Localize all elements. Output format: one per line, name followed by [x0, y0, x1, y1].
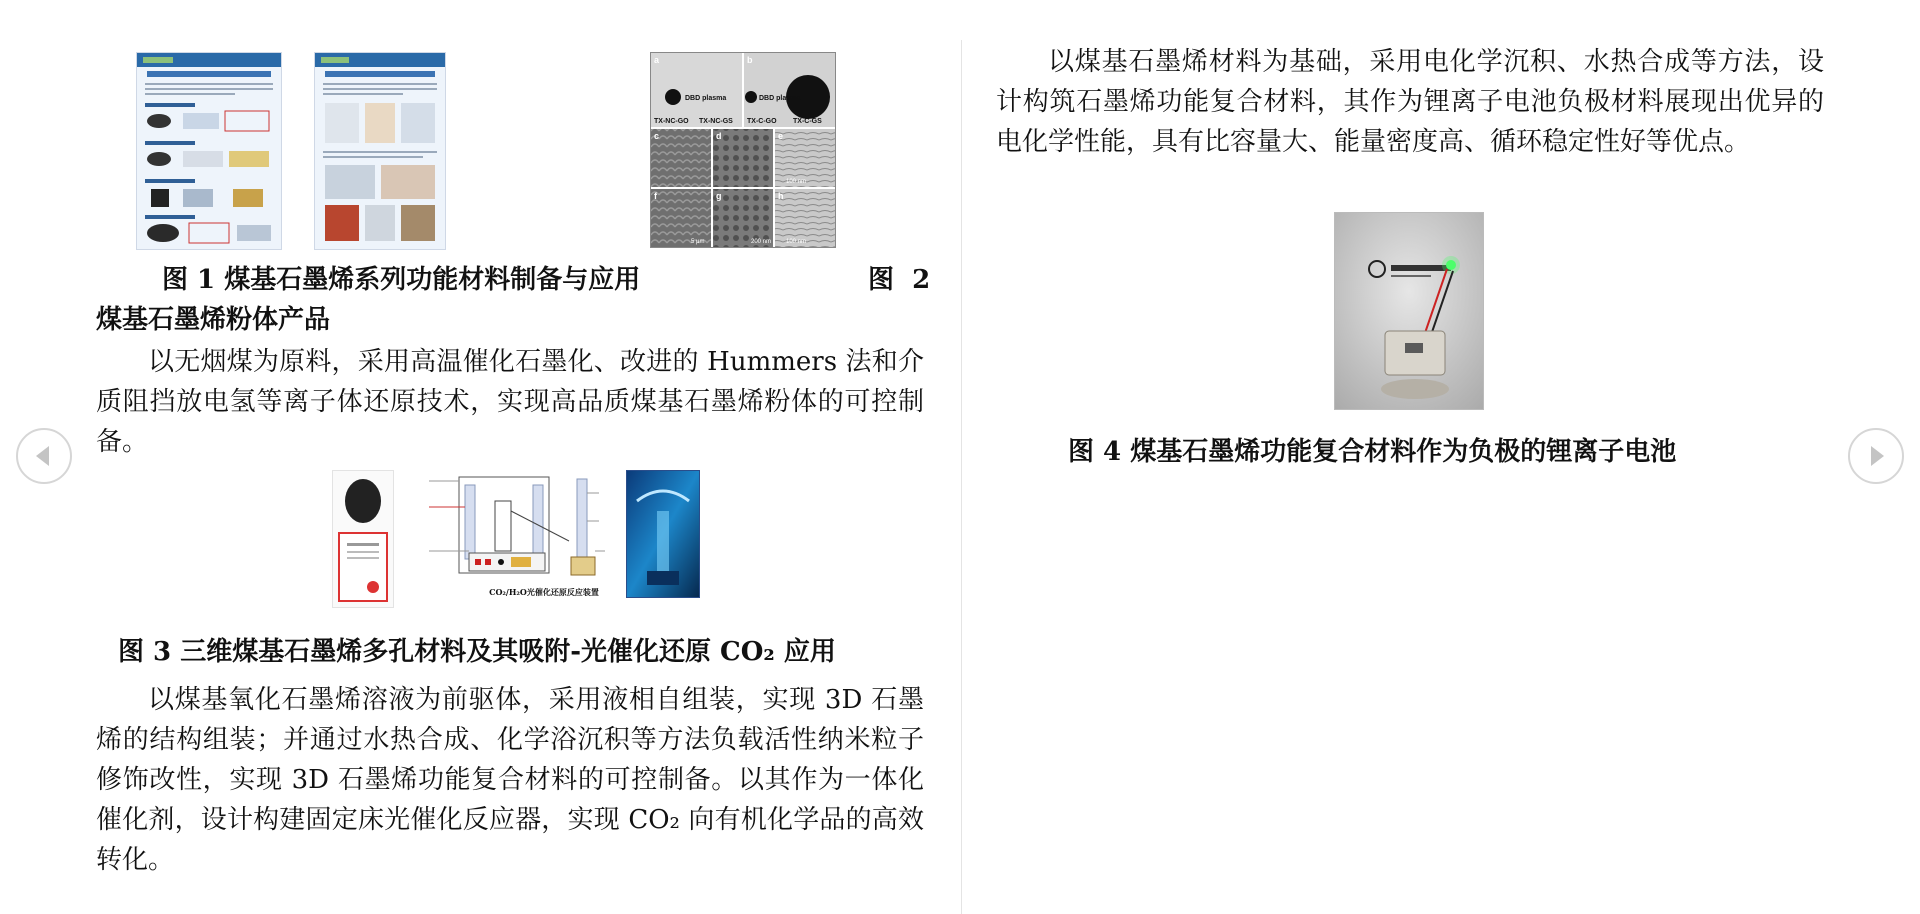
- figure-3-caption: 图 3 三维煤基石墨烯多孔材料及其吸附-光催化还原 CO₂ 应用: [118, 637, 836, 667]
- chevron-right-icon: [1850, 430, 1902, 482]
- left-page: [78, 0, 931, 914]
- fig2-sample-label: DBD plasma: [759, 95, 801, 102]
- figure-4-battery-photo: [1334, 212, 1484, 410]
- figure-1-poster-b: [314, 52, 446, 250]
- page-divider: [961, 40, 962, 914]
- figure-3-photos: [332, 470, 394, 608]
- fig2-panel-c: c: [654, 131, 660, 141]
- figure-3-reactor-photo: [626, 470, 700, 598]
- figure-4-caption: 图 4 煤基石墨烯功能复合材料作为负极的锂离子电池: [1068, 437, 1677, 467]
- fig2-panel-e: e: [778, 131, 784, 141]
- figure-2-caption: 煤基石墨烯粉体产品: [96, 305, 331, 335]
- fig2-sample-label: TX-NC-GO: [654, 118, 689, 125]
- figure-2-label: 图 2: [868, 265, 931, 295]
- fig2-panel-a: a: [654, 55, 660, 65]
- fig2-sample-label: TX-C-GS: [793, 118, 822, 125]
- fig2-sample-label: TX-NC-GS: [699, 118, 733, 125]
- fig2-scale-label: 5 μm: [691, 239, 705, 245]
- right-page: [996, 0, 1826, 914]
- figure-2-micrographs: [650, 52, 836, 248]
- fig2-sample-label: TX-C-GO: [747, 118, 777, 125]
- fig2-panel-h: h: [778, 191, 784, 201]
- fig2-panel-b: b: [747, 55, 753, 65]
- left-paragraph-1: 以无烟煤为原料，采用高温催化石墨化、改进的 Hummers 法和介质阻挡放电氢等离子体还原技术，实现高品质煤基石墨烯粉体的可控制备。: [96, 347, 924, 457]
- fig2-scale-label: 100 nm: [786, 239, 807, 245]
- next-page-button[interactable]: [1848, 428, 1904, 484]
- figure-1-caption: 图 1 煤基石墨烯系列功能材料制备与应用: [162, 265, 641, 295]
- fig2-panel-d: d: [716, 131, 722, 141]
- left-paragraph-2: 以煤基氧化石墨烯溶液为前驱体，采用液相自组装，实现 3D 石墨烯的结构组装；并通过水热合成、化学浴沉积等方法负载活性纳米粒子修饰改性，实现 3D 石墨烯功能复合材料的可控制备。以其作为一体化催化剂，设计构建固定床光催化反应器，实现 CO₂ 向有机化学品的高效转化。: [96, 685, 924, 875]
- fig2-sample-label: DBD plasma: [685, 95, 727, 102]
- fig2-panel-f: f: [654, 191, 657, 201]
- figure-1-poster-a: [136, 52, 282, 250]
- figure-3-diagram-label: CO₂/H₂O光催化还原反应装置: [489, 587, 599, 597]
- chevron-left-icon: [18, 430, 70, 482]
- prev-page-button[interactable]: [16, 428, 72, 484]
- fig2-panel-g: g: [716, 191, 722, 201]
- fig2-scale-label: 200 nm: [751, 239, 772, 245]
- fig2-scale-label: 100 nm: [786, 179, 807, 185]
- right-paragraph-1: 以煤基石墨烯材料为基础，采用电化学沉积、水热合成等方法，设计构筑石墨烯功能复合材料，其作为锂离子电池负极材料展现出优异的电化学性能，具有比容量大、能量密度高、循环稳定性好等优点。: [996, 47, 1824, 157]
